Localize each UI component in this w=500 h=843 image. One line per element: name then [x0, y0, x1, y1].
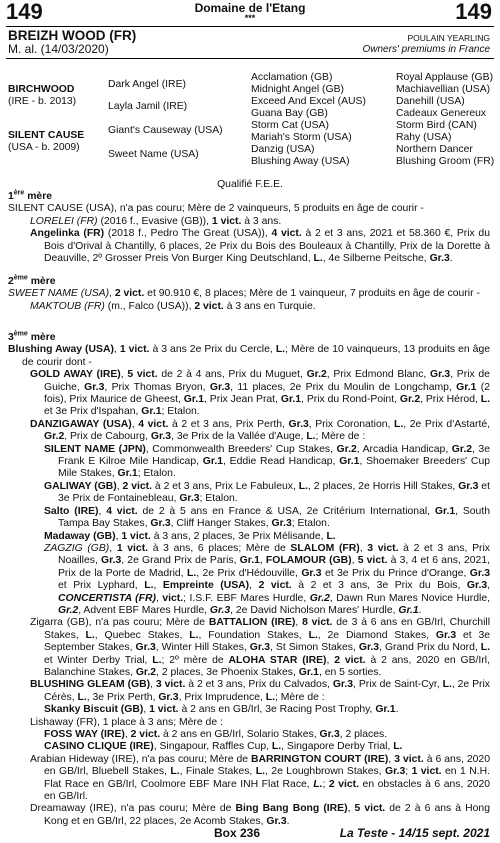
dam-name: SILENT CAUSE — [8, 130, 85, 141]
produce-entry: LORELEI (FR) (2016 f., Evasive (GB)), 1 vict. à 3 ans. — [30, 215, 282, 227]
produce-entry: Dreamaway (IRE), n'a pas couru; Mère de Bing Bang Bong (IRE), 5 vict. de 2 à 6 ans à Hong Kong et en GB/Irl, 22 places, 2e Acomb Stakes, Gr.3. — [30, 803, 490, 827]
third-generation-ancestor: Blushing Groom (FR) — [396, 156, 495, 167]
lot-number-left: 149 — [6, 0, 43, 24]
produce-entry: GALIWAY (GB), 2 vict. à 2 et 3 ans, Prix Le Fabuleux, L., 2 places, 2e Horris Hill Stakes, Gr.3 et 3e Prix de Fontainebleau, Gr.3; Etalon. — [44, 480, 490, 505]
pedigree-divider — [6, 58, 494, 59]
sire-name: BIRCHWOOD — [8, 84, 75, 95]
produce-entry: Zigarra (GB), n'a pas couru; Mère de BATTALION (IRE), 8 vict. de 3 à 6 ans en GB/Irl, Churchill Stakes, L., Quebec Stakes, L., Foundation Stakes, L., 2e Diamond Stakes, Gr.3 et 3e September Stakes, Gr.3, Winter Hill Stakes, Gr.3, St Simon Stakes, Gr.3, Grand Prix du Nord, L. et Winter Derby Trial, L.; 2º mère de ALOHA STAR (IRE), 2 vict. à 2 ans, 2020 en GB/Irl, Balanchine Stakes, Gr.2, 2 places, 3e Phoenix Stakes, Gr.1, en 5 sorties. — [30, 617, 491, 678]
produce-entry: ZAGZIG (GB), 1 vict. à 3 ans, 6 places; Mère de SLALOM (FR), 3 vict. à 2 et 3 ans, Prix Noailles, Gr.3, 2e Grand Prix de Paris, Gr.1, FOLAMOUR (GB), 5 vict. à 3, 4 et 6 ans, 2021, Prix de la Porte de Madrid, L., 2e Prix d'Hédouville, Gr.3 et 3e Prix du Prince d'Orange, Gr.3 et Prix Lyphard, L., Empreinte (USA), 2 vict. à 2 et 3 ans, 3e Prix du Bois, Gr.3, CONCERTISTA (FR), vict.; I.S.F. EBF Mares Hurdle, Gr.2, Dawn Run Mares Novice Hurdle, Gr.2, Advent EBF Mares Hurdle, Gr.3, 2e David Nicholson Mares' Hurdle, Gr.1. — [44, 542, 490, 616]
sire-detail: (IRE - b. 2013) — [8, 96, 77, 107]
great-grandparent: Danzig (USA) — [251, 144, 315, 155]
grandparent: Giant's Causeway (USA) — [108, 125, 223, 136]
owners-premium-note: Owners' premiums in France — [362, 44, 490, 55]
third-dam-summary: Blushing Away (USA), 1 vict. à 3 ans 2e Prix du Cercle, L.; Mère de 10 vainqueurs, 13 produits en âge de courir dont - — [8, 344, 491, 368]
great-grandparent: Acclamation (GB) — [251, 72, 333, 83]
consignor-name: Domaine de l'Etang — [194, 1, 306, 15]
qualification-note: Qualifié F.E.E. — [217, 179, 283, 190]
third-generation-ancestor: Storm Bird (CAN) — [396, 120, 477, 131]
great-grandparent: Storm Cat (USA) — [251, 120, 329, 131]
horse-sex-birth: M. al. (14/03/2020) — [8, 42, 109, 56]
third-generation-ancestor: Machiavellian (USA) — [396, 84, 491, 95]
section-heading: 1ère mère — [8, 189, 53, 202]
third-generation-ancestor: Danehill (USA) — [396, 96, 465, 107]
sale-info: La Teste - 14/15 sept. 2021 — [339, 826, 490, 840]
great-grandparent: Midnight Angel (GB) — [251, 84, 344, 95]
produce-entry: CASINO CLIQUE (IRE), Singapour, Raffles Cup, L., Singapore Derby Trial, L. — [44, 741, 403, 753]
grandparent: Sweet Name (USA) — [108, 149, 199, 160]
section-heading: 2ème mère — [8, 274, 56, 287]
produce-entry: DANZIGAWAY (USA), 4 vict. à 2 et 3 ans, Prix Perth, Gr.3, Prix Coronation, L., 2e Prix d'Astarté, Gr.2, Prix de Cabourg, Gr.3, 3e Prix de la Vallée d'Auge, L.; Mère de : — [30, 418, 490, 443]
third-dam-section — [8, 332, 490, 828]
third-generation-ancestor: Northern Dancer — [396, 144, 473, 155]
produce-entry: Lishaway (FR), 1 place à 3 ans; Mère de : — [30, 716, 223, 728]
produce-entry: SILENT NAME (JPN), Commonwealth Breeders' Cup Stakes, Gr.2, Arcadia Handicap, Gr.2, 3e Frank E Kilroe Mile Handicap, Gr.1, Eddie Read Handicap, Gr.1, Shoemaker Breeders' Cup Mile Stakes, Gr.1; Etalon. — [44, 443, 490, 480]
consignor-stars: *** — [244, 13, 256, 23]
great-grandparent: Mariah's Storm (USA) — [251, 132, 352, 143]
section-heading: 3ème mère — [8, 330, 56, 343]
dam-detail: (USA - b. 2009) — [8, 142, 80, 153]
second-dam-section — [8, 276, 490, 313]
box-number: Box 236 — [214, 826, 261, 840]
great-grandparent: Blushing Away (USA) — [251, 156, 350, 167]
first-dam-section — [8, 191, 490, 265]
third-generation-ancestor: Cadeaux Genereux — [396, 108, 487, 119]
horse-name: BREIZH WOOD (FR) — [8, 28, 137, 43]
produce-entry: Skanky Biscuit (GB), 1 vict. à 2 ans en GB/Irl, 3e Racing Post Trophy, Gr.1. — [44, 704, 399, 716]
great-grandparent: Exceed And Excel (AUS) — [251, 96, 366, 107]
header-divider — [6, 26, 494, 27]
third-generation-ancestor: Royal Applause (GB) — [396, 72, 494, 83]
horse-type: POULAIN YEARLING — [407, 33, 490, 43]
produce-entry: Arabian Hideway (IRE), n'a pas couru; Mère de BARRINGTON COURT (IRE), 3 vict. à 6 ans, 2020 en GB/Irl, Bluebell Stakes, L., Finale Stakes, L., 2e Loughbrown Stakes, Gr.3; 1 vict. en 1 N.H. Flat Race en GB/Irl, Coolmore EBF Mare INH Flat Race, L.; 2 vict. en obstacles à 6 ans, 2020 en GB/Irl. — [30, 753, 490, 803]
produce-entry: MAKTOUB (FR) (m., Falco (USA)), 2 vict. à 3 ans en Turquie. — [30, 300, 316, 312]
consignor-header — [0, 2, 500, 23]
lot-number-right: 149 — [455, 0, 492, 24]
third-generation-ancestor: Rahy (USA) — [396, 132, 452, 143]
produce-entry: Madaway (GB), 1 vict. à 3 ans, 2 places, 3e Prix Mélisande, L. — [44, 530, 336, 542]
first-dam-summary: SILENT CAUSE (USA), n'a pas couru; Mère de 2 vainqueurs, 5 produits en âge de courir - — [8, 203, 424, 215]
produce-entry: Angelinka (FR) (2018 f., Pedro The Great (USA)), 4 vict. à 2 et 3 ans, 2021 et 58.360 €, Prix du Bois d'Orival à Chantilly, 6 places, 2e Prix du Bois des Bouleaux à Chantilly, Prix de la Dorette à Deauville, 2º Grosser Preis Von Burger King Deutschland, L., 4e Silberne Peitsche, Gr.3. — [30, 228, 490, 265]
produce-entry: BLUSHING GLEAM (GB), 3 vict. à 2 et 3 ans, Prix du Calvados, Gr.3, Prix de Saint-Cyr, L., 2e Prix Cérès, L., 3e Prix Perth, Gr.3, Prix Imprudence, L.; Mère de : — [30, 679, 490, 703]
great-grandparent: Guana Bay (GB) — [251, 108, 328, 119]
produce-entry: FOSS WAY (IRE), 2 vict. à 2 ans en GB/Irl, Solario Stakes, Gr.3, 2 places. — [44, 729, 388, 740]
produce-entry: GOLD AWAY (IRE), 5 vict. de 2 à 4 ans, Prix du Muguet, Gr.2, Prix Edmond Blanc, Gr.3, Prix de Guiche, Gr.3, Prix Thomas Bryon, Gr.3, 11 places, 2e Prix du Moulin de Longchamp, Gr.1 (2 fois), Prix Maurice de Gheest, Gr.1, Prix Jean Prat, Gr.1, Prix du Rond-Point, Gr.2, Prix Hérod, L. et 3e Prix d'Ispahan, Gr.1; Etalon. — [30, 369, 490, 418]
second-dam-summary: SWEET NAME (USA), 2 vict. et 90.910 €, 8 places; Mère de 1 vainqueur, 7 produits en âge de courir - — [8, 288, 480, 300]
grandparent: Dark Angel (IRE) — [108, 79, 186, 90]
produce-entry: Salto (IRE), 4 vict. de 2 à 5 ans en France & USA, 2e Critérium International, Gr.1, South Tampa Bay Stakes, Gr.3, Cliff Hanger Stakes, Gr.3; Etalon. — [44, 505, 490, 530]
grandparent: Layla Jamil (IRE) — [108, 101, 188, 112]
